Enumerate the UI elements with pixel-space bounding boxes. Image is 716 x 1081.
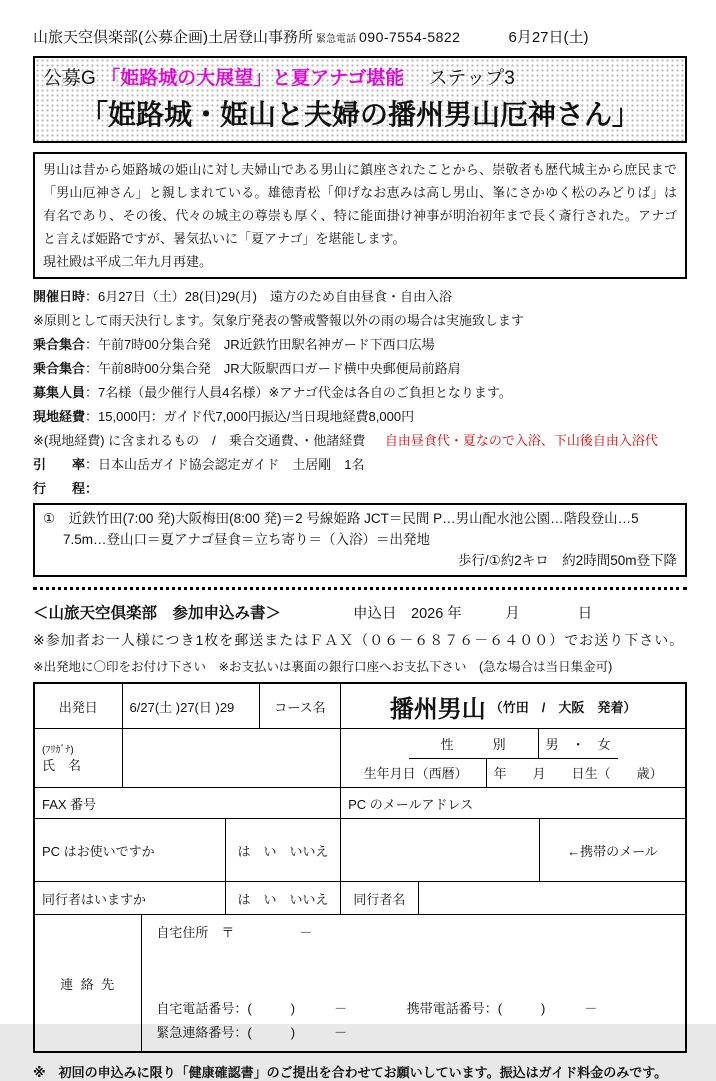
home-address-line: 自宅住所 〒 － — [156, 925, 313, 940]
application-header — [33, 601, 687, 623]
form-row-departure — [35, 684, 685, 729]
gender-subrow — [409, 729, 618, 759]
detail-row-schedule: 開催日時：6月27日（土）28(日)29(月) 遠方のため自由昼食・自由入浴 — [33, 289, 452, 304]
course-name-value — [341, 684, 685, 728]
detail-row-included: ※(現地経費) に含まれるもの / 乗合交通費、・他諸経費 自由昼食代・夏なので入浴、下山後自由入浴代 — [33, 433, 658, 448]
furigana-label: (ﾌﾘｶﾞﾅ) — [42, 745, 74, 756]
gender-birth-cell — [341, 729, 685, 787]
name-label-cell — [35, 729, 123, 787]
form-row-pc — [35, 819, 685, 882]
itinerary-walk-summary: 歩行/①約2キロ 約2時間50m登下降 — [457, 553, 677, 568]
companion-name-label: 同行者名 — [341, 882, 419, 914]
title-step: ステップ3 — [409, 68, 515, 89]
contact-spacer — [156, 945, 679, 997]
departure-date-label: 出発日 — [35, 684, 123, 728]
gender-label: 性 別 — [409, 729, 539, 758]
application-form-table — [33, 682, 687, 1053]
home-phone-field: 自宅電話番号：( ) － — [156, 1001, 348, 1016]
event-details — [33, 285, 687, 501]
birthdate-label: 生年月日（西暦） — [357, 759, 487, 788]
form-row-fax — [35, 788, 685, 819]
course-name-main: 播州男山 — [389, 695, 486, 723]
emergency-phone-label: 緊急電話 — [316, 34, 356, 45]
course-name-departure-points: （竹田 / 大阪 発着） — [489, 699, 637, 715]
dotted-divider — [33, 587, 687, 590]
event-date: 6月27日(土) — [508, 29, 589, 46]
form-row-contact — [35, 915, 685, 1051]
detail-row-rain-note: ※原則として雨天決行します。気象庁発表の警戒警報以外の雨の場合は実施致します — [33, 313, 524, 328]
description-last-line: 現社殿は平成二年九月再建。 — [43, 254, 213, 269]
mailing-note: ※参加者お一人様につき1枚を郵送またはＦＡＸ（０６－６８７６－６４００）でお送り下さい。 — [33, 632, 685, 648]
phone-numbers-line — [156, 997, 679, 1021]
detail-row-guide: 引 率：日本山岳ガイド協会認定ガイド 土居剛 1名 — [33, 457, 365, 472]
title-subline — [43, 63, 677, 90]
departure-date-value: 6/27(土 )27(日 )29 — [123, 684, 260, 728]
companion-name-input-area — [419, 882, 685, 914]
title-highlight: 「姫路城の大展望」と夏アナゴ堪能 — [101, 68, 405, 89]
birth-subrow — [357, 759, 670, 788]
description-box — [33, 152, 687, 279]
form-row-companion — [35, 882, 685, 915]
pc-use-yes-no: は い いいえ — [226, 819, 341, 881]
pc-mail-label: PC のメールアドレス — [348, 796, 474, 812]
detail-row-meetup-2: 乗合集合：午前8時00分集合発 JR大阪駅西口ガード横中央郵便局前路肩 — [33, 361, 461, 376]
detail-row-capacity: 募集人員：7名様（最少催行人員4名様）※アナゴ代金は各自のご負担となります。 — [33, 385, 512, 400]
itinerary-line-1: ① 近鉄竹田(7:00 発)大阪梅田(8:00 発)＝2 号線姫路 JCT＝民間 P…男山配水池公園…階段登山…5 — [43, 511, 639, 526]
detail-row-cost: 現地経費：15,000円：ガイド代7,000円振込/当日現地経費8,000円 — [33, 409, 415, 424]
mail-input-area — [341, 819, 540, 881]
title-box — [33, 56, 687, 143]
title-prefix: 公募G — [43, 68, 96, 89]
fax-number-label: FAX 番号 — [35, 788, 341, 818]
mobile-phone-field: 携帯電話番号：( ) － — [406, 1001, 598, 1016]
companion-question: 同行者はいますか — [35, 882, 226, 914]
document-header — [33, 26, 687, 47]
emergency-contact-field: 緊急連絡番号：( ) － — [156, 1025, 348, 1040]
included-extra-red-note: 自由昼食代・夏なので入浴、下山後自由入浴代 — [384, 433, 658, 448]
contact-label: 連 絡 先 — [35, 915, 142, 1051]
detail-row-meetup-1: 乗合集合：午前7時00分集合発 JR近鉄竹田駅名神ガード下西口広場 — [33, 337, 435, 352]
detail-row-itinerary-label: 行 程： — [33, 481, 99, 496]
contact-detail-cell — [142, 915, 685, 1051]
name-input-area — [123, 729, 342, 787]
gender-value: 男 ・ 女 — [545, 736, 611, 752]
application-date-field: 申込日 2026 年 月 日 — [353, 606, 593, 622]
footer-note: ※ 初回の申込みに限り「健康確認書」のご提出を合わせてお願いしています。振込はガイド料金のみです。 — [33, 1065, 668, 1080]
emergency-phone-number: 090-7554-5822 — [359, 29, 461, 45]
birthdate-value: 年 月 日生（ 歳） — [493, 766, 663, 782]
companion-yes-no: は い いいえ — [226, 882, 341, 914]
pc-use-question: PC はお使いですか — [35, 819, 226, 881]
course-name-label: コース名 — [260, 684, 342, 728]
payment-note: ※出発地に〇印をお付け下さい ※お支払いは裏面の銀行口座へお支払下さい (急な場合は当日集金可) — [33, 660, 613, 674]
form-row-name — [35, 729, 685, 788]
mobile-mail-hint: ←携帯のメール — [567, 843, 658, 859]
application-title: ＜山旅天空倶楽部 参加申込み書＞ — [33, 605, 282, 622]
itinerary-line-2: 7.5m…登山口＝夏アナゴ昼食＝立ち寄り＝（入浴）＝出発地 — [63, 532, 430, 547]
description-text: 男山は昔から姫路城の姫山に対し夫婦山である男山に鎮座されたことから、崇敬者も歴代城主から庶民まで「男山厄神さん」と親しまれている。雄徳青松「仰げなお恵みは高し男山、峯にさかゆく松のみどりば」は有名であり、その後、代々の城主の尊崇も厚く、特に能面掛け神事が明治初年まで長く斎行された。アナゴと言えば姫路ですが、暑気払いに「夏アナゴ」を堪能します。 — [43, 162, 677, 246]
main-title: 「姫路城・姫山と夫婦の播州男山厄神さん」 — [79, 99, 640, 130]
flyer-content — [33, 26, 687, 1081]
office-name: 山旅天空倶楽部(公募企画)土居登山事務所 — [33, 29, 313, 46]
itinerary-box — [33, 503, 687, 577]
name-label: 氏 名 — [42, 758, 82, 773]
